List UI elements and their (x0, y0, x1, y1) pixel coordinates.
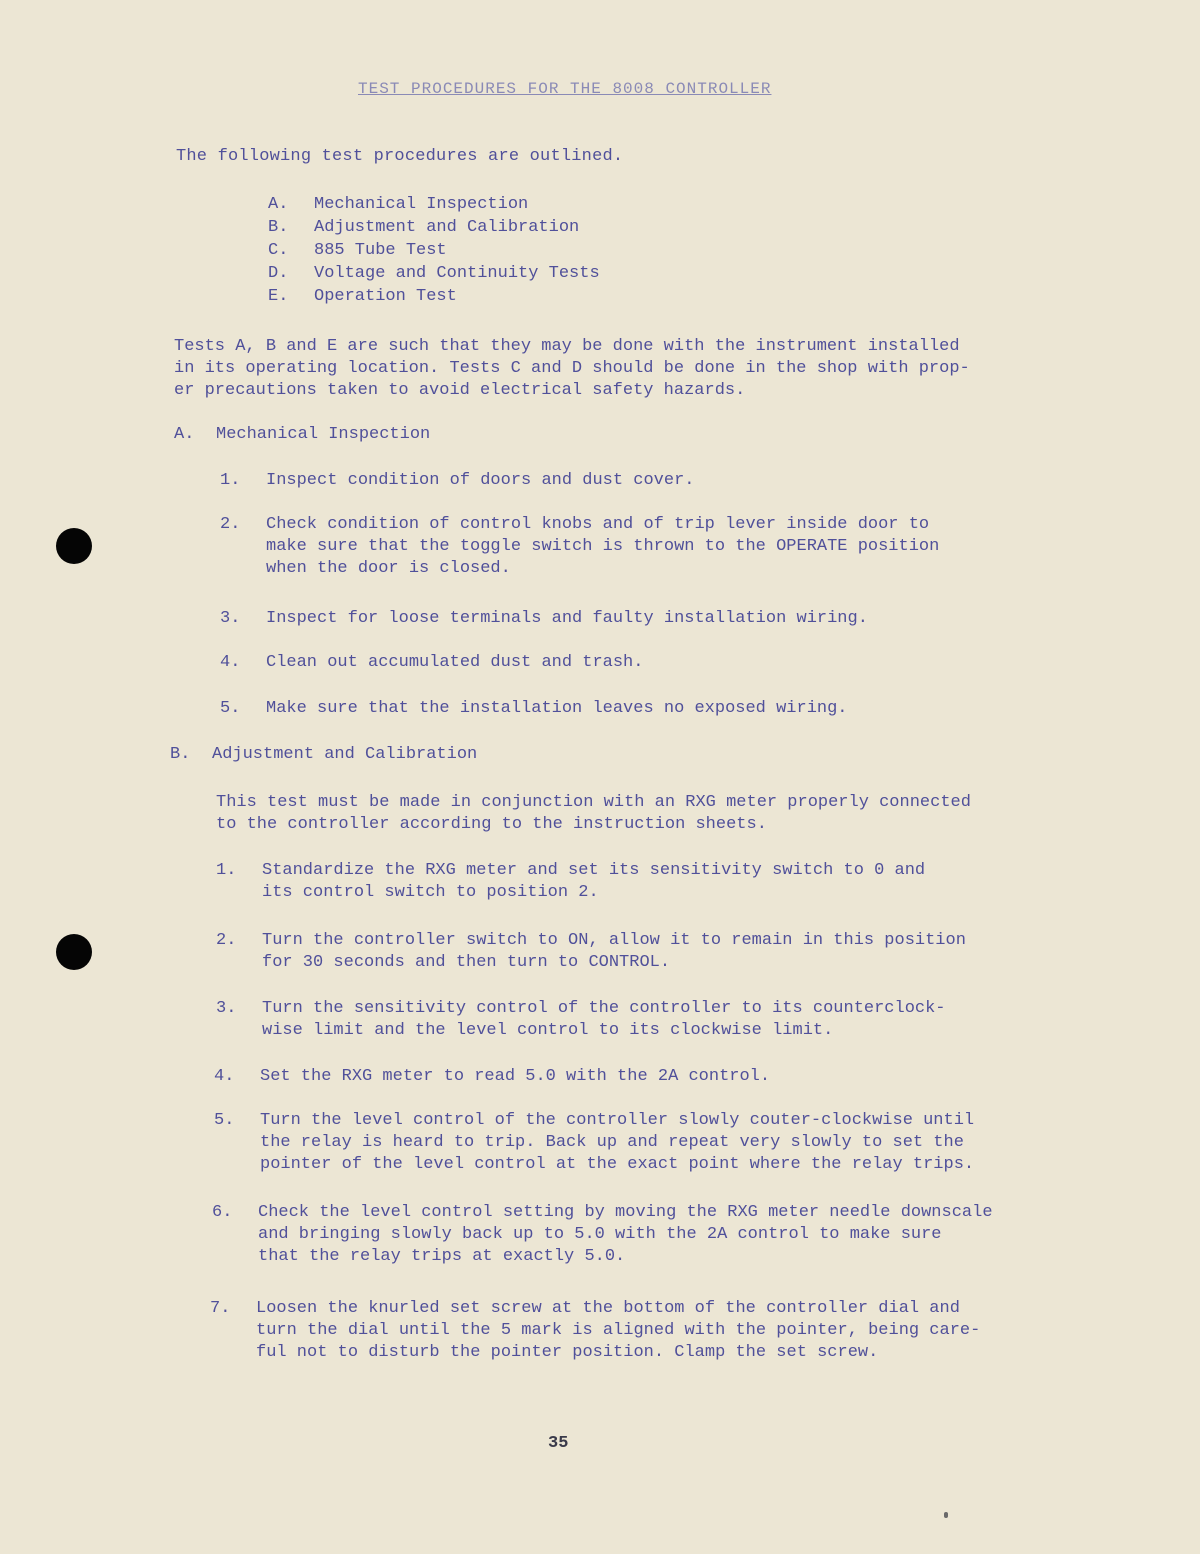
outline-letter: B. (268, 218, 289, 237)
outline-label: Mechanical Inspection (314, 195, 529, 214)
step-text: Standardize the RXG meter and set its sensitivity switch to 0 and its control switch to position 2. (262, 861, 926, 902)
step-text: Loosen the knurled set screw at the bottom of the controller dial and turn the dial until the 5 mark is aligned with the pointer, being care- ful not to disturb the pointer position. Clamp the set screw. (256, 1299, 981, 1362)
step-number: 1. (216, 861, 237, 880)
step-number: 4. (220, 653, 241, 672)
step-number: 1. (220, 471, 241, 490)
intro-text: The following test procedures are outlined. (176, 147, 624, 166)
step-text: Make sure that the installation leaves no exposed wiring. (266, 699, 848, 718)
outline-label: Voltage and Continuity Tests (314, 264, 600, 283)
section-letter: B. (170, 745, 191, 764)
outline-item (268, 263, 600, 285)
outline-item (268, 217, 579, 239)
step-text: Check condition of control knobs and of trip lever inside door to make sure that the toggle switch is thrown to the OPERATE position when the door is closed. (266, 515, 940, 578)
step-text: Inspect for loose terminals and faulty installation wiring. (266, 609, 868, 628)
step-number: 7. (210, 1299, 231, 1318)
tests-note: Tests A, B and E are such that they may be done with the instrument installed in its operating location. Tests C and D should be done in the shop with prop- er precautions taken to avoid electrical safety hazards. (174, 337, 970, 400)
step-number: 3. (220, 609, 241, 628)
outline-letter: E. (268, 287, 289, 306)
outline-letter: C. (268, 241, 289, 260)
step-text: Check the level control setting by moving the RXG meter needle downscale and bringing slowly back up to 5.0 with the 2A control to make sure that the relay trips at exactly 5.0. (258, 1203, 993, 1266)
step-text: Clean out accumulated dust and trash. (266, 653, 644, 672)
section-b-intro: This test must be made in conjunction with an RXG meter properly connected to the controller according to the instruction sheets. (216, 793, 971, 834)
page-title: TEST PROCEDURES FOR THE 8008 CONTROLLER (358, 80, 772, 98)
page-number: 35 (548, 1434, 569, 1453)
outline-label: Operation Test (314, 287, 457, 306)
paper-blemish (944, 1512, 948, 1518)
section-a-heading (174, 424, 430, 446)
outline-item (268, 194, 528, 216)
punch-hole-top (56, 528, 92, 564)
outline-letter: A. (268, 195, 289, 214)
section-letter: A. (174, 425, 195, 444)
outline-item (268, 286, 457, 308)
section-b-heading (170, 744, 477, 766)
outline-label: Adjustment and Calibration (314, 218, 580, 237)
outline-item (268, 240, 447, 262)
step-text: Turn the level control of the controller slowly couter-clockwise until the relay is heard to trip. Back up and repeat very slowly to set the pointer of the level control at the exact point where the relay trips. (260, 1111, 975, 1174)
step-text: Turn the sensitivity control of the controller to its counterclock- wise limit and the level control to its clockwise limit. (262, 999, 946, 1040)
step-number: 6. (212, 1203, 233, 1222)
outline-label: 885 Tube Test (314, 241, 447, 260)
step-text: Set the RXG meter to read 5.0 with the 2A control. (260, 1067, 771, 1086)
step-number: 4. (214, 1067, 235, 1086)
step-text: Turn the controller switch to ON, allow it to remain in this position for 30 seconds and then turn to CONTROL. (262, 931, 966, 972)
section-title: Adjustment and Calibration (212, 745, 478, 764)
step-number: 2. (220, 515, 241, 534)
step-number: 2. (216, 931, 237, 950)
step-number: 5. (214, 1111, 235, 1130)
section-title: Mechanical Inspection (216, 425, 431, 444)
punch-hole-bottom (56, 934, 92, 970)
step-number: 5. (220, 699, 241, 718)
step-text: Inspect condition of doors and dust cover. (266, 471, 695, 490)
step-number: 3. (216, 999, 237, 1018)
outline-letter: D. (268, 264, 289, 283)
